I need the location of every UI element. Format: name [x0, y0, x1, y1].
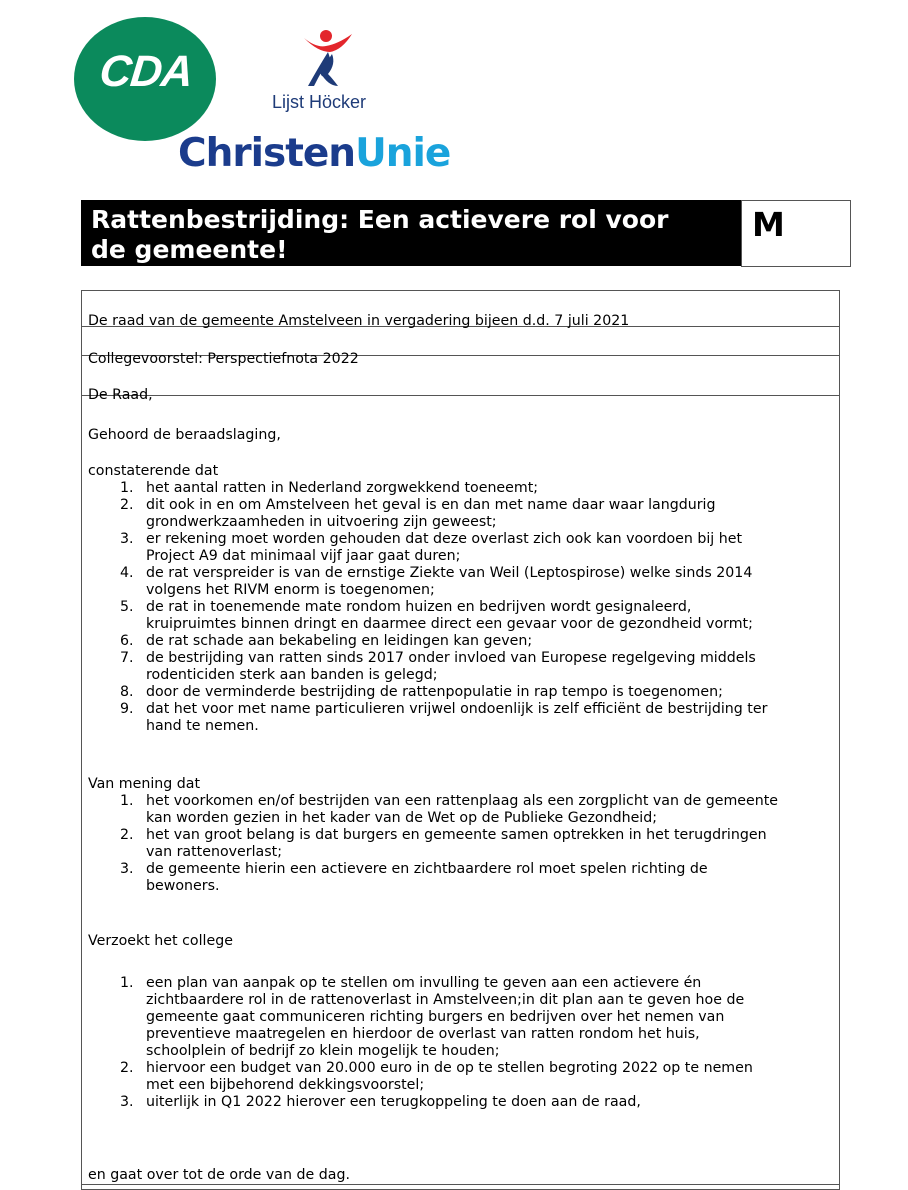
meeting-line: De raad van de gemeente Amstelveen in vergadering bijeen d.d. 7 juli 2021	[88, 313, 630, 329]
verzoekt-list	[82, 975, 753, 1111]
mening-list	[82, 793, 778, 895]
motion-title	[81, 200, 741, 266]
motion-letter-badge: M	[741, 200, 851, 267]
list-item: 7. de bestrijding van ratten sinds 2017 onder invloed van Europese regelgeving middels rodenticiden sterk aan banden is gelegd;	[120, 650, 756, 683]
list-item: 2. dit ook in en om Amstelveen het geval is en dan met name daar waar langdurig grondwerkzaamheden in uitvoering zijn geweest;	[120, 497, 716, 530]
hocker-emblem-icon	[298, 28, 358, 90]
motion-table	[81, 290, 840, 1190]
list-item: 1. het voorkomen en/of bestrijden van een rattenplaag als een zorgplicht van de gemeente kan worden gezien in het kader van de Wet op de Publieke Gezondheid;	[120, 793, 779, 826]
verzoekt-heading: Verzoekt het college	[88, 933, 233, 949]
closing-line: en gaat over tot de orde van de dag.	[88, 1167, 350, 1183]
motion-title-line2: de gemeente!	[91, 235, 288, 264]
proposal-line: Collegevoorstel: Perspectiefnota 2022	[88, 351, 359, 367]
cda-logo-text: CDA	[97, 47, 195, 96]
list-item: 9. dat het voor met name particulieren vrijwel ondoenlijk is zelf efficiënt de bestrijding ter hand te nemen.	[120, 701, 768, 734]
motion-title-line1: Rattenbestrijding: Een actievere rol voor	[91, 205, 669, 234]
row-divider	[82, 1184, 839, 1185]
heard-line: Gehoord de beraadslaging,	[88, 427, 281, 443]
list-item: 1. het aantal ratten in Nederland zorgwekkend toeneemt;	[120, 480, 539, 496]
list-item: 6. de rat schade aan bekabeling en leidingen kan geven;	[120, 633, 533, 649]
constaterende-heading: constaterende dat	[88, 463, 219, 479]
row-divider	[82, 395, 839, 396]
mening-heading: Van mening dat	[88, 776, 201, 792]
christenunie-logo-part2: Unie	[355, 131, 451, 176]
list-item: 8. door de verminderde bestrijding de rattenpopulatie in rap tempo is toegenomen;	[120, 684, 723, 700]
list-item: 3. er rekening moet worden gehouden dat deze overlast zich ook kan voordoen bij het Project A9 dat minimaal vijf jaar gaat duren;	[120, 531, 743, 564]
christenunie-logo	[178, 130, 450, 178]
list-item: 3. de gemeente hierin een actievere en zichtbaardere rol moet spelen richting de bewoners.	[120, 861, 708, 894]
list-item: 2. het van groot belang is dat burgers en gemeente samen optrekken in het terugdringen van rattenoverlast;	[120, 827, 767, 860]
list-item: 1. een plan van aanpak op te stellen om invulling te geven aan een actievere én zichtbaardere rol in de rattenoverlast in Amstelveen;in dit plan aan te geven hoe de gemeente gaat communiceren richting burgers en bedrijven over het nemen van preventieve maatregelen en hierdoor de overlast van ratten rondom het huis, schoolplein of bedrijf zo klein mogelijk te houden;	[120, 975, 745, 1059]
list-item: 4. de rat verspreider is van de ernstige Ziekte van Weil (Leptospirose) welke sinds 2014 volgens het RIVM enorm is toegenomen;	[120, 565, 753, 598]
hocker-logo-text: Lijst Höcker	[272, 92, 367, 112]
list-item: 5. de rat in toenemende mate rondom huizen en bedrijven wordt gesignaleerd, kruipruimtes binnen dringt en daarmee direct een gevaar voor de gezondheid vormt;	[120, 599, 753, 632]
list-item: 2. hiervoor een budget van 20.000 euro in de op te stellen begroting 2022 op te nemen met een bijbehorend dekkingsvoorstel;	[120, 1060, 753, 1093]
list-item: 3. uiterlijk in Q1 2022 hierover een terugkoppeling te doen aan de raad,	[120, 1094, 641, 1110]
salutation: De Raad,	[88, 387, 153, 403]
christenunie-logo-part1: Christen	[178, 131, 356, 176]
constaterende-list	[82, 480, 767, 735]
